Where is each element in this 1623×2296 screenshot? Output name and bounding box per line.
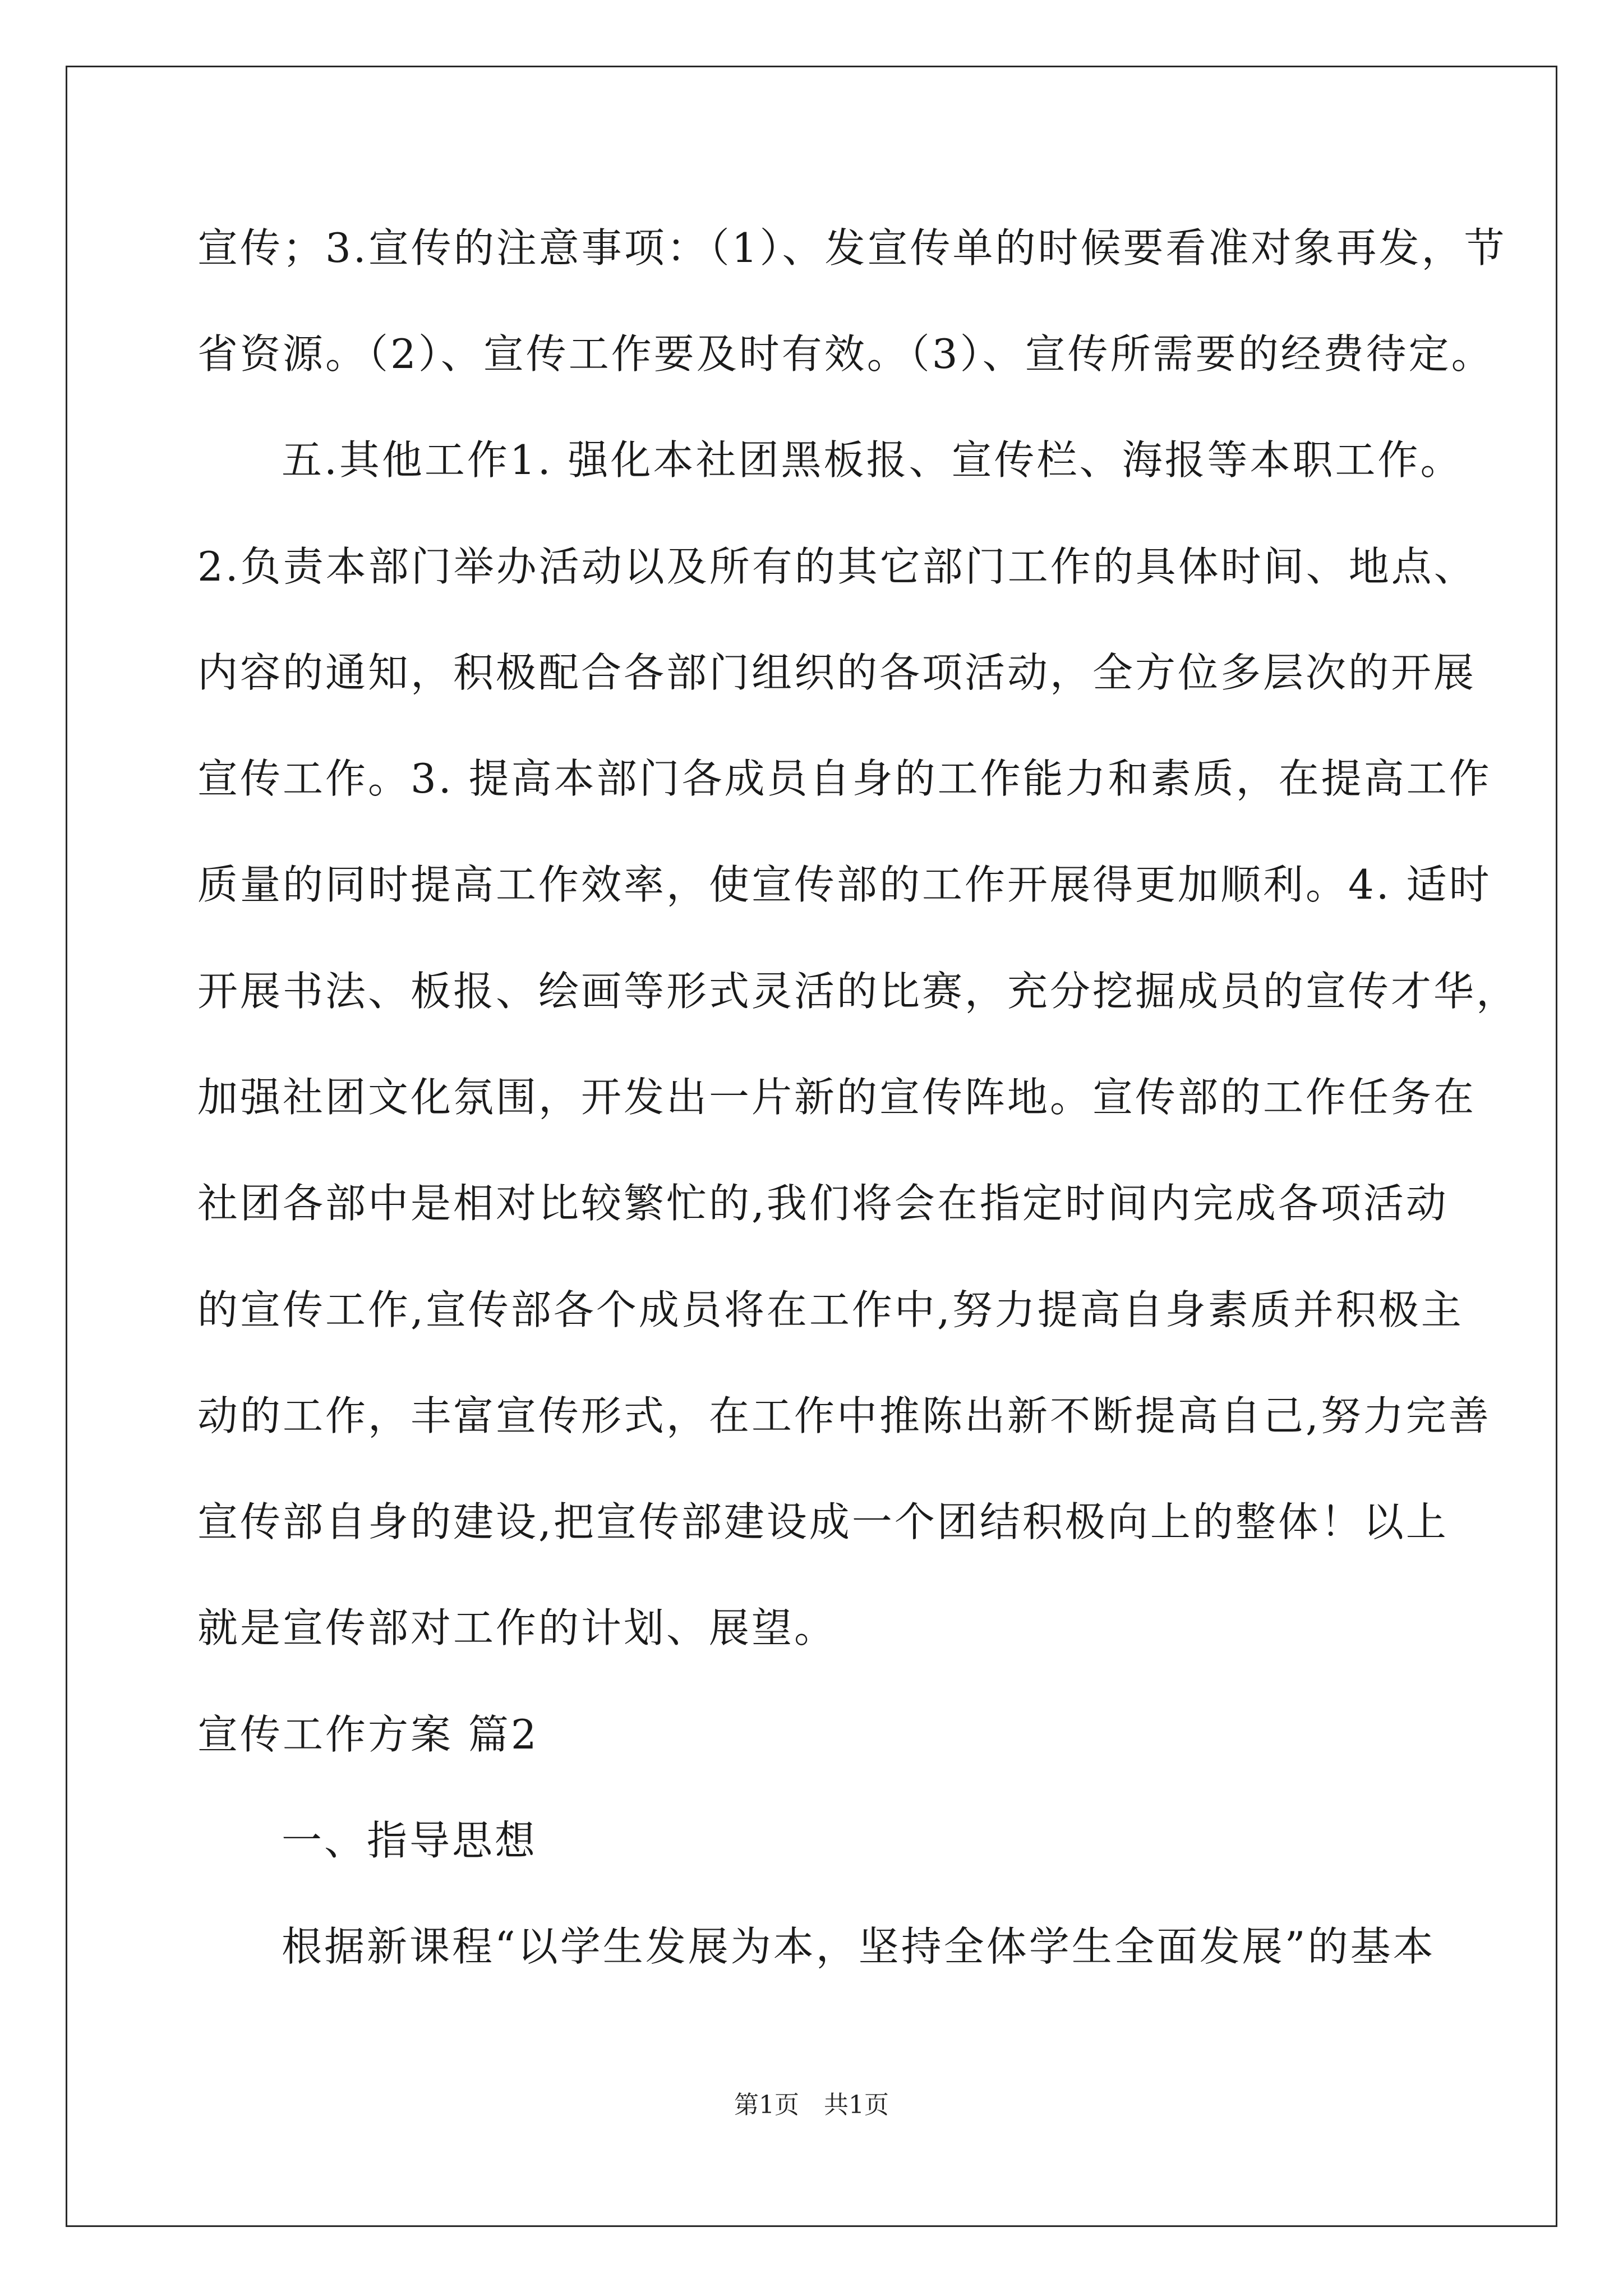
text-line: 2.负责本部门举办活动以及所有的其它部门工作的具体时间、地点、 xyxy=(197,543,1477,590)
text-line: 内容的通知，积极配合各部门组织的各项活动，全方位多层次的开展 xyxy=(197,649,1477,696)
text-line: 动的工作，丰富宣传形式，在工作中推陈出新不断提高自己,努力完善 xyxy=(197,1392,1491,1439)
text-line: 就是宣传部对工作的计划、展望。 xyxy=(197,1604,837,1651)
subsection-heading: 一、指导思想 xyxy=(282,1817,538,1864)
paragraph-start: 根据新课程“以学生发展为本，坚持全体学生全面发展”的基本 xyxy=(282,1923,1436,1970)
text-line: 的宣传工作,宣传部各个成员将在工作中,努力提高自身素质并积极主 xyxy=(197,1286,1464,1333)
page-footer: 第1页 共1页 xyxy=(734,2091,889,2119)
page-border xyxy=(66,66,1557,2227)
text-line: 质量的同时提高工作效率，使宣传部的工作开展得更加顺利。4. 适时 xyxy=(197,861,1492,908)
text-line: 宣传工作。3. 提高本部门各成员自身的工作能力和素质，在提高工作 xyxy=(197,755,1492,802)
text-line: 加强社团文化氛围，开发出一片新的宣传阵地。宣传部的工作任务在 xyxy=(197,1074,1477,1121)
text-line: 省资源。（2）、宣传工作要及时有效。（3）、宣传所需要的经费待定。 xyxy=(197,330,1494,378)
text-line: 宣传部自身的建设,把宣传部建设成一个团结积极向上的整体！以上 xyxy=(197,1498,1449,1545)
text-line: 社团各部中是相对比较繁忙的,我们将会在指定时间内完成各项活动 xyxy=(197,1180,1449,1227)
paragraph-start: 五.其他工作1. 强化本社团黑板报、宣传栏、海报等本职工作。 xyxy=(282,436,1463,484)
section-heading: 宣传工作方案 篇2 xyxy=(197,1711,539,1758)
text-line: 开展书法、板报、绘画等形式灵活的比赛，充分挖掘成员的宣传才华， xyxy=(197,968,1519,1015)
text-line: 宣传；3.宣传的注意事项：（1）、发宣传单的时候要看准对象再发，节 xyxy=(197,224,1507,272)
